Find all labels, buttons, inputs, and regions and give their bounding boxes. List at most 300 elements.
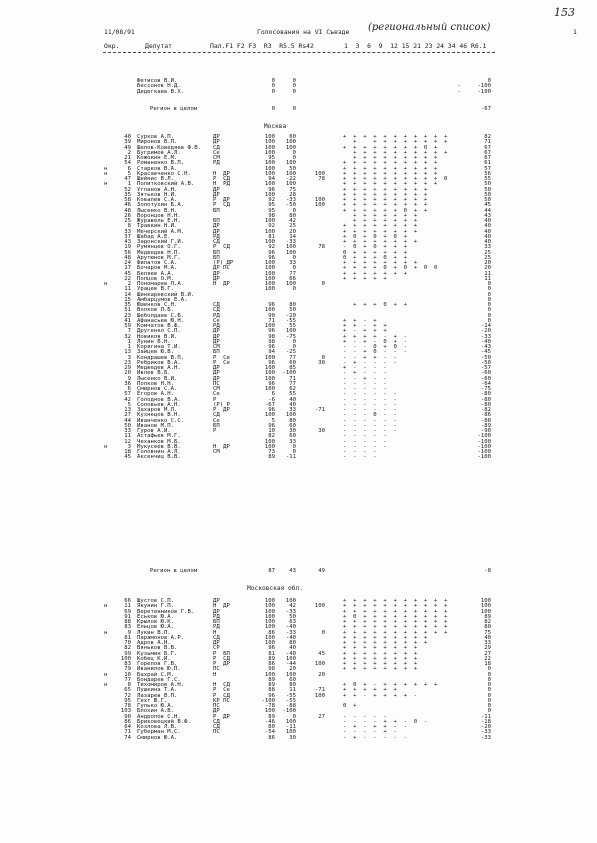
mo-row-5-votes: + + + + + + + + + + + (343, 624, 448, 631)
mo-row-4-r3: 100 (264, 619, 275, 625)
moscow-row-35-faction: Се (213, 317, 220, 324)
moscow-row-36-faction: РД (213, 323, 220, 329)
mo-row-22-rs42: 27 (318, 713, 325, 720)
moscow-row-34-r55: -20 (285, 312, 296, 319)
moscow-row-49-r55: 55 (289, 391, 296, 398)
moscow-row-54-okr: 44 (124, 417, 131, 424)
mo-row-12-r3: 86 (268, 661, 275, 667)
moscow-row-44-votes: + - - - - (343, 365, 387, 371)
moscow-row-18-r55: 20 (289, 228, 296, 235)
moscow-row-56-rs42: 30 (318, 428, 325, 434)
moscow-row-39-votes: + - + - 0 + - (343, 338, 407, 345)
moscow-row-28-deputy-name: Пономарев Л.А. (137, 281, 185, 287)
moscow-row-51-r3: -67 (264, 401, 275, 408)
mo-row-10-rs42: 45 (318, 650, 325, 657)
moscow-row-35-r55: -55 (285, 317, 296, 324)
moscow-row-13-faction: Р СД (213, 202, 230, 209)
mo-row-5-okr: 83 (124, 624, 131, 631)
mo-row-12-rs42: 100 (314, 661, 325, 667)
moscow-row-4-okr: 21 (124, 155, 131, 161)
moscow-row-60-r55: 0 (292, 449, 296, 455)
moscow-row-5-r61: 61 (484, 160, 491, 167)
mo-row-20-okr: 78 (124, 703, 131, 709)
moscow-row-12-r3: 92 (268, 197, 275, 203)
mo-row-11-r55: 100 (285, 655, 296, 662)
moscow-row-33-r61: 0 (487, 307, 491, 314)
moscow-row-10-deputy-name: Угланов А.Н. (137, 186, 178, 193)
moscow-row-17-deputy-name: Травкин Н.И. (137, 223, 178, 230)
moscow-row-55-deputy-name: Иванов М.П. (137, 422, 175, 429)
mo-row-1-okr: 11 (124, 603, 131, 610)
page-number: 1 (573, 28, 577, 36)
moscow-row-24-r3: 100 (264, 260, 275, 266)
moscow-row-20-r61: 40 (484, 239, 491, 245)
moscow-row-9-r61: 50 (484, 181, 491, 188)
moscow-row-18-okr: 33 (124, 228, 131, 235)
moscow-row-19-faction: РД (213, 233, 220, 240)
mo-row-11-deputy-name: Кобец К.И. (137, 655, 171, 662)
mo-row-19-deputy-name: Гехт Ю.Г. (137, 697, 168, 704)
pre-row-1-r3: 0 (271, 83, 275, 90)
moscow-row-27-r61: 11 (484, 275, 491, 282)
moscow-row-12-r55: -33 (285, 197, 296, 203)
moscow-row-6-r3: 100 (264, 165, 275, 172)
moscow-row-5-deputy-name: Романенко В.П. (137, 160, 185, 167)
moscow-row-8-okr: 47 (124, 176, 131, 182)
moscow-row-3-votes: + + + + + + + + + + (343, 149, 448, 156)
moscow-row-26-votes: + + + + + + + (343, 270, 407, 277)
moscow-row-36-r3: 100 (264, 323, 275, 329)
moscow-row-35-r3: 71 (268, 317, 275, 324)
pre-row-0-deputy-name: Фетисов В.И. (137, 78, 178, 84)
moscow-row-47-deputy-name: Попков Н.Н. (137, 380, 175, 387)
moscow-row-58-okr: 12 (124, 438, 131, 445)
mo-row-0-r61: 100 (480, 598, 491, 604)
moscow-row-49-r3: 6 (271, 391, 275, 398)
mo-row-3-votes: + 0 + + + + + + + + + (343, 613, 448, 620)
moscow-row-46-r55: 71 (289, 375, 296, 382)
mo-row-8-okr: 70 (124, 640, 131, 646)
moscow-row-56-r55: 30 (289, 428, 296, 434)
moscow-row-26-deputy-name: Беляев А.А. (137, 270, 175, 277)
pre-row-2-deputy-name: Дедегкаев В.Х. (137, 88, 185, 95)
moscow-row-3-r55: 0 (292, 149, 296, 156)
moscow-row-48-deputy-name: Смирнов С.А. (137, 386, 178, 392)
moscow-row-43-votes: - + - - - - (343, 359, 397, 366)
moscow-row-36-okr: 59 (124, 323, 131, 329)
moscow-row-54-votes: - - - - - - (343, 417, 397, 424)
moscow-row-45-votes: - + - - - (343, 370, 387, 377)
mo-row-4-r61: 82 (484, 619, 491, 625)
moscow-row-13-votes: + + + + + + + + + (343, 202, 428, 209)
moscow-row-59-r61: -100 (477, 443, 491, 450)
moscow-row-7-okr: 5 (127, 170, 131, 177)
moscow-row-49-r61: -80 (480, 391, 491, 398)
moscow-row-18-faction: ДР (213, 228, 220, 235)
moscow-row-15-votes: + + + + + + + (343, 212, 418, 219)
moscow-row-52-faction: Р ДР (213, 407, 230, 413)
mo-row-11-r61: 22 (484, 655, 491, 662)
moscow-row-27-okr: 22 (124, 275, 131, 282)
moscow-row-54-faction: Се (213, 417, 220, 424)
moscow-row-2-okr: 49 (124, 144, 131, 151)
moscow-row-10-r3: 96 (268, 186, 275, 193)
moscow-row-39-faction: ДР (213, 338, 220, 345)
mo-row-11-okr: 100 (120, 655, 131, 662)
moscow-row-14-r3: 95 (268, 207, 275, 214)
moscow-row-45-okr: 20 (124, 370, 131, 377)
moscow-row-34-okr: 23 (124, 312, 131, 319)
mo-row-16-deputy-name: Тихомиров А.Н. (137, 682, 185, 688)
moscow-row-28-okr: 2 (127, 281, 131, 287)
moscow-row-15-r55: 80 (289, 212, 296, 219)
moscow-row-2-r61: 67 (484, 144, 491, 151)
moscow-row-52-r3: 96 (268, 407, 275, 413)
moscow-row-24-r55: 33 (289, 260, 296, 266)
moscow-row-48-votes: - - - - - (343, 386, 387, 392)
moscow-row-39-r55: 0 (292, 338, 296, 345)
moscow-row-13-r55: -50 (285, 202, 296, 209)
moscow-row-23-r61: 25 (484, 254, 491, 261)
moscow-row-39-okr: 1 (127, 338, 131, 345)
moscow-row-47-r61: -64 (480, 380, 491, 387)
moscow-row-59-votes: - - - - - (343, 443, 387, 450)
moscow-row-49-faction: Се (213, 391, 220, 398)
print-date: 11/08/91 (104, 28, 135, 36)
mo-row-7-faction: СД (213, 634, 220, 641)
moscow-row-17-r55: 25 (289, 223, 296, 230)
mo-row-11-faction: Р СД (213, 655, 230, 662)
mo-row-12-okr: 83 (124, 661, 131, 667)
mo-row-14-rs42: 20 (318, 671, 325, 678)
moscow-row-22-r55: 100 (285, 249, 296, 256)
mo-row-22-r61: -11 (480, 713, 491, 720)
moscow-row-19-r3: 81 (268, 233, 275, 240)
mo-row-18-faction: Р СД (213, 692, 230, 699)
moscow-row-61-r3: 89 (268, 454, 275, 461)
moscow-row-13-rs42: 100 (314, 202, 325, 209)
moscow-row-4-r55: 0 (292, 155, 296, 161)
mo-row-18-r61: 0 (487, 692, 491, 699)
mo-row-13-deputy-name: Иванилов Ю.П. (137, 666, 181, 673)
region0-total-r3: 0 (271, 106, 275, 112)
moscow-row-42-r61: -50 (480, 354, 491, 361)
moscow-row-55-okr: 50 (124, 422, 131, 429)
moscow-row-35-votes: + + - + (343, 317, 377, 324)
region-header-moscow-oblast: Московская обл. (247, 585, 303, 592)
moscow-row-9-okr: 1 (127, 181, 131, 188)
mo-row-8-r55: 80 (289, 640, 296, 646)
moscow-row-40-r61: -43 (480, 344, 491, 350)
mo-row-20-deputy-name: Гулько Ю.А. (137, 703, 175, 709)
pre-row-2-r61: -100 (477, 88, 491, 95)
moscow-row-34-deputy-name: Шеболдаев С.Б. (137, 312, 185, 319)
moscow-row-36-votes: + + - + + (343, 323, 387, 329)
moscow-total-rs42: 49 (318, 568, 325, 574)
moscow-row-29-deputy-name: Урацев В.Г. (137, 286, 175, 293)
moscow-row-60-deputy-name: Головнин А.Л. (137, 449, 181, 455)
moscow-row-29-r61: 0 (487, 286, 491, 293)
mo-row-17-r55: 11 (289, 687, 296, 694)
moscow-row-46-faction: ДР (213, 375, 220, 382)
mo-row-24-deputy-name: Козлова Л.В. (137, 724, 178, 730)
moscow-row-6-r55: 50 (289, 165, 296, 172)
moscow-row-27-faction: ДР (213, 275, 220, 282)
moscow-row-29-r55: 0 (292, 286, 296, 293)
mo-row-16-mark: н (104, 682, 108, 688)
mo-row-25-deputy-name: Губерман М.С. (137, 729, 181, 736)
pre-row-0-r61: 0 (487, 78, 491, 84)
moscow-row-16-r61: 40 (484, 218, 491, 224)
moscow-row-1-r61: 71 (484, 139, 491, 146)
moscow-row-2-votes: + + + + + + + + 0 + (343, 144, 438, 151)
moscow-row-52-okr: 13 (124, 407, 131, 413)
moscow-row-42-votes: - - + + - - (343, 354, 397, 361)
moscow-row-53-faction: СД (213, 412, 220, 419)
moscow-row-33-okr: 51 (124, 307, 131, 314)
moscow-row-9-r3: 100 (264, 181, 275, 188)
mo-row-2-okr: 69 (124, 608, 131, 615)
pre-row-1-r55: 0 (292, 83, 296, 90)
moscow-row-24-r61: 20 (484, 260, 491, 266)
moscow-row-16-deputy-name: Журавель Е.Н. (137, 218, 181, 224)
mo-row-16-faction: Н СД (213, 682, 230, 688)
moscow-row-0-votes: + + + + + + + + + + + (343, 134, 448, 140)
mo-row-6-rs42: 0 (321, 629, 325, 636)
moscow-row-29-r3: 100 (264, 286, 275, 293)
mo-row-6-faction: Н (213, 629, 217, 636)
moscow-row-1-deputy-name: Миронов В.П. (137, 139, 178, 146)
moscow-row-8-r61: 55 (484, 176, 491, 182)
pre-row-0-r3: 0 (271, 78, 275, 84)
mo-row-16-votes: + 0 + - + + + + + + (343, 682, 438, 688)
moscow-row-25-okr: 17 (124, 265, 131, 272)
moscow-row-10-okr: 52 (124, 186, 131, 193)
moscow-row-21-r55: 100 (285, 244, 296, 251)
moscow-row-46-r3: 100 (264, 375, 275, 382)
moscow-row-31-okr: 15 (124, 296, 131, 303)
region0-total-r61: -67 (480, 106, 491, 112)
moscow-row-14-votes: + + + + + + 0 + + (343, 207, 428, 214)
moscow-row-7-mark: н (104, 170, 108, 177)
mo-row-18-r55: -55 (285, 692, 296, 699)
moscow-row-10-r55: 75 (289, 186, 296, 193)
moscow-row-19-r61: 40 (484, 233, 491, 240)
moscow-row-51-r55: 40 (289, 401, 296, 408)
moscow-row-10-votes: + + + + + + + + + (343, 186, 428, 193)
moscow-row-59-okr: 3 (127, 443, 131, 450)
mo-row-17-faction: Р Се (213, 687, 230, 694)
moscow-row-37-r55: 100 (285, 328, 296, 335)
moscow-row-14-r61: 44 (484, 207, 491, 214)
mo-row-10-okr: 99 (124, 650, 131, 657)
mo-row-1-faction: Н ДР (213, 603, 230, 610)
moscow-row-48-r55: 62 (289, 386, 296, 392)
moscow-row-12-votes: + + + + + + + + + (343, 197, 428, 203)
moscow-row-16-votes: + + + + + + + (343, 218, 418, 224)
mo-row-4-faction: БП (213, 619, 220, 625)
mo-row-20-votes: 0 + (343, 703, 357, 709)
mo-row-3-faction: РД (213, 613, 220, 620)
moscow-row-59-mark: н (104, 443, 108, 450)
mo-row-17-okr: 65 (124, 687, 131, 694)
mo-row-2-deputy-name: Веретенников Г.В. (137, 608, 195, 615)
moscow-row-55-r55: 60 (289, 422, 296, 429)
mo-row-21-r61: 0 (487, 708, 491, 715)
moscow-row-37-r3: 96 (268, 328, 275, 335)
moscow-row-4-votes: + + + + + + + + + (343, 155, 438, 161)
moscow-row-54-r3: 5 (271, 417, 275, 424)
moscow-row-34-faction: РД (213, 312, 220, 319)
mo-row-3-deputy-name: Еськов Ю.А. (137, 613, 175, 620)
moscow-row-6-okr: 6 (127, 165, 131, 172)
mo-row-15-deputy-name: Бондарев Г.С. (137, 676, 181, 683)
mo-row-17-rs42: -71 (314, 687, 325, 694)
moscow-row-26-r3: 100 (264, 270, 275, 277)
moscow-row-40-okr: 1 (127, 344, 131, 350)
moscow-row-25-deputy-name: Бочаров М.А. (137, 265, 178, 272)
mo-row-15-r61: 0 (487, 676, 491, 683)
moscow-row-11-r3: 100 (264, 191, 275, 198)
mo-row-14-faction: Н (213, 671, 217, 678)
mo-row-10-faction: Р БП (213, 650, 230, 657)
mo-row-15-r3: 89 (268, 676, 275, 683)
moscow-row-9-votes: + + + + + + + + + + (343, 181, 438, 188)
moscow-row-28-faction: Н ДР (213, 281, 230, 287)
moscow-row-11-okr: 35 (124, 191, 131, 198)
moscow-row-61-votes: - - - - (343, 454, 377, 461)
moscow-row-11-r61: 50 (484, 191, 491, 198)
mo-row-2-r3: 100 (264, 608, 275, 615)
pre-row-1-votes: - (343, 83, 461, 90)
moscow-row-40-votes: - - - 0 + 0 - (343, 344, 407, 350)
moscow-row-12-okr: 58 (124, 197, 131, 203)
moscow-row-27-r55: 66 (289, 275, 296, 282)
moscow-row-43-r3: 96 (268, 359, 275, 366)
moscow-row-59-r55: 0 (292, 443, 296, 450)
mo-row-1-r55: 42 (289, 603, 296, 610)
mo-row-1-votes: + + + + + + + + + + + (343, 603, 448, 610)
moscow-row-51-deputy-name: Соловьев А.Н. (137, 401, 181, 408)
moscow-row-23-r3: 96 (268, 254, 275, 261)
moscow-row-8-r55: -22 (285, 176, 296, 182)
moscow-row-52-deputy-name: Захаров М.Л. (137, 407, 178, 413)
mo-row-20-r3: -78 (264, 703, 275, 709)
moscow-row-41-r55: -25 (285, 349, 296, 356)
mo-row-13-faction: ПС (213, 666, 220, 673)
moscow-row-20-r55: -33 (285, 239, 296, 245)
moscow-row-13-deputy-name: Золотухин Б.А. (137, 202, 185, 209)
moscow-row-0-faction: ДР (213, 134, 220, 140)
moscow-row-17-r3: 92 (268, 223, 275, 230)
mo-row-14-r61: 0 (487, 671, 491, 678)
moscow-row-4-r61: 67 (484, 155, 491, 161)
moscow-row-40-r55: 0 (292, 344, 296, 350)
moscow-row-53-r61: -86 (480, 412, 491, 419)
document-title: Голосования на VI Съезде (257, 28, 350, 36)
moscow-row-43-faction: Р Се (213, 359, 230, 366)
moscow-row-10-faction: ДР (213, 186, 220, 193)
mo-row-6-okr: 9 (127, 629, 131, 636)
mo-row-10-r55: -40 (285, 650, 296, 657)
moscow-total-r3: 87 (268, 568, 275, 574)
moscow-row-42-faction: Р Се (213, 354, 230, 361)
moscow-row-16-faction: БП (213, 218, 220, 224)
mo-row-21-r3: 100 (264, 708, 275, 715)
moscow-row-34-r3: 90 (268, 312, 275, 319)
moscow-row-22-deputy-name: Медведев Н.П. (137, 249, 181, 256)
mo-row-17-r61: 0 (487, 687, 491, 694)
mo-row-25-r61: -33 (480, 729, 491, 736)
moscow-row-21-okr: 19 (124, 244, 131, 251)
moscow-row-57-deputy-name: Астафьев М.Г. (137, 433, 181, 440)
moscow-row-61-r61: -100 (477, 454, 491, 461)
mo-row-6-r61: 75 (484, 629, 491, 636)
moscow-row-4-r3: 95 (268, 155, 275, 161)
mo-row-23-okr: 86 (124, 718, 131, 725)
mo-row-24-okr: 64 (124, 724, 131, 730)
mo-row-9-deputy-name: Вяньков В.В. (137, 645, 178, 652)
mo-row-19-r3: -100 (261, 697, 275, 704)
mo-row-24-r61: -20 (480, 724, 491, 730)
mo-row-4-votes: + + + + + + + + + + + (343, 619, 448, 625)
moscow-row-15-deputy-name: Воронцов Н.Н. (137, 212, 181, 219)
moscow-row-21-faction: Р СД (213, 244, 230, 251)
pre-row-2-r55: 0 (292, 88, 296, 95)
moscow-row-7-deputy-name: Красавченко С.Н. (137, 170, 191, 177)
mo-row-0-faction: ДР (213, 598, 220, 604)
moscow-row-55-r61: -89 (480, 422, 491, 429)
mo-row-12-faction: Р ДР (213, 661, 230, 667)
moscow-row-57-r55: 60 (289, 433, 296, 440)
mo-row-23-r61: -18 (480, 718, 491, 725)
moscow-row-7-votes: + + + + + + + + + + (343, 170, 438, 177)
mo-row-23-r55: 100 (285, 718, 296, 725)
moscow-row-44-r3: 100 (264, 365, 275, 371)
mo-row-6-votes: + + + + + + + + + + + (343, 629, 448, 636)
moscow-row-37-okr: 7 (127, 328, 131, 335)
mo-row-8-r3: 100 (264, 640, 275, 646)
mo-row-18-deputy-name: Лазарев В.П. (137, 692, 178, 699)
moscow-row-35-r61: 0 (487, 317, 491, 324)
moscow-row-7-r55: 100 (285, 170, 296, 177)
col-okr: Окр. (104, 42, 120, 50)
moscow-row-3-faction: Се (213, 149, 220, 156)
mo-row-0-deputy-name: Шустов С.П. (137, 598, 175, 604)
moscow-row-10-r61: 50 (484, 186, 491, 193)
mo-row-21-okr: 103 (120, 708, 131, 715)
moscow-row-38-r3: 98 (268, 333, 275, 340)
moscow-row-7-r3: 100 (264, 170, 275, 177)
moscow-row-53-r55: 100 (285, 412, 296, 419)
mo-row-21-faction: ДР (213, 708, 220, 715)
moscow-row-1-faction: ДР (213, 139, 220, 146)
moscow-row-14-faction: БП (213, 207, 220, 214)
moscow-row-35-okr: 41 (124, 317, 131, 324)
moscow-row-20-deputy-name: Задонский Г.И. (137, 239, 185, 245)
moscow-row-14-r55: 0 (292, 207, 296, 214)
moscow-row-42-rs42: 0 (321, 354, 325, 361)
mo-row-0-r3: 100 (264, 598, 275, 604)
moscow-row-42-deputy-name: Кондрашев В.П. (137, 354, 185, 361)
mo-row-24-votes: - + - + + - - (343, 724, 407, 730)
mo-row-14-mark: н (104, 671, 108, 678)
mo-row-16-r55: 80 (289, 682, 296, 688)
moscow-row-3-deputy-name: Бугримов А.Л. (137, 149, 181, 156)
moscow-row-32-r3: 96 (268, 302, 275, 308)
moscow-row-38-votes: + + + + - + - (343, 333, 407, 340)
moscow-row-45-r55: -100 (282, 370, 296, 377)
